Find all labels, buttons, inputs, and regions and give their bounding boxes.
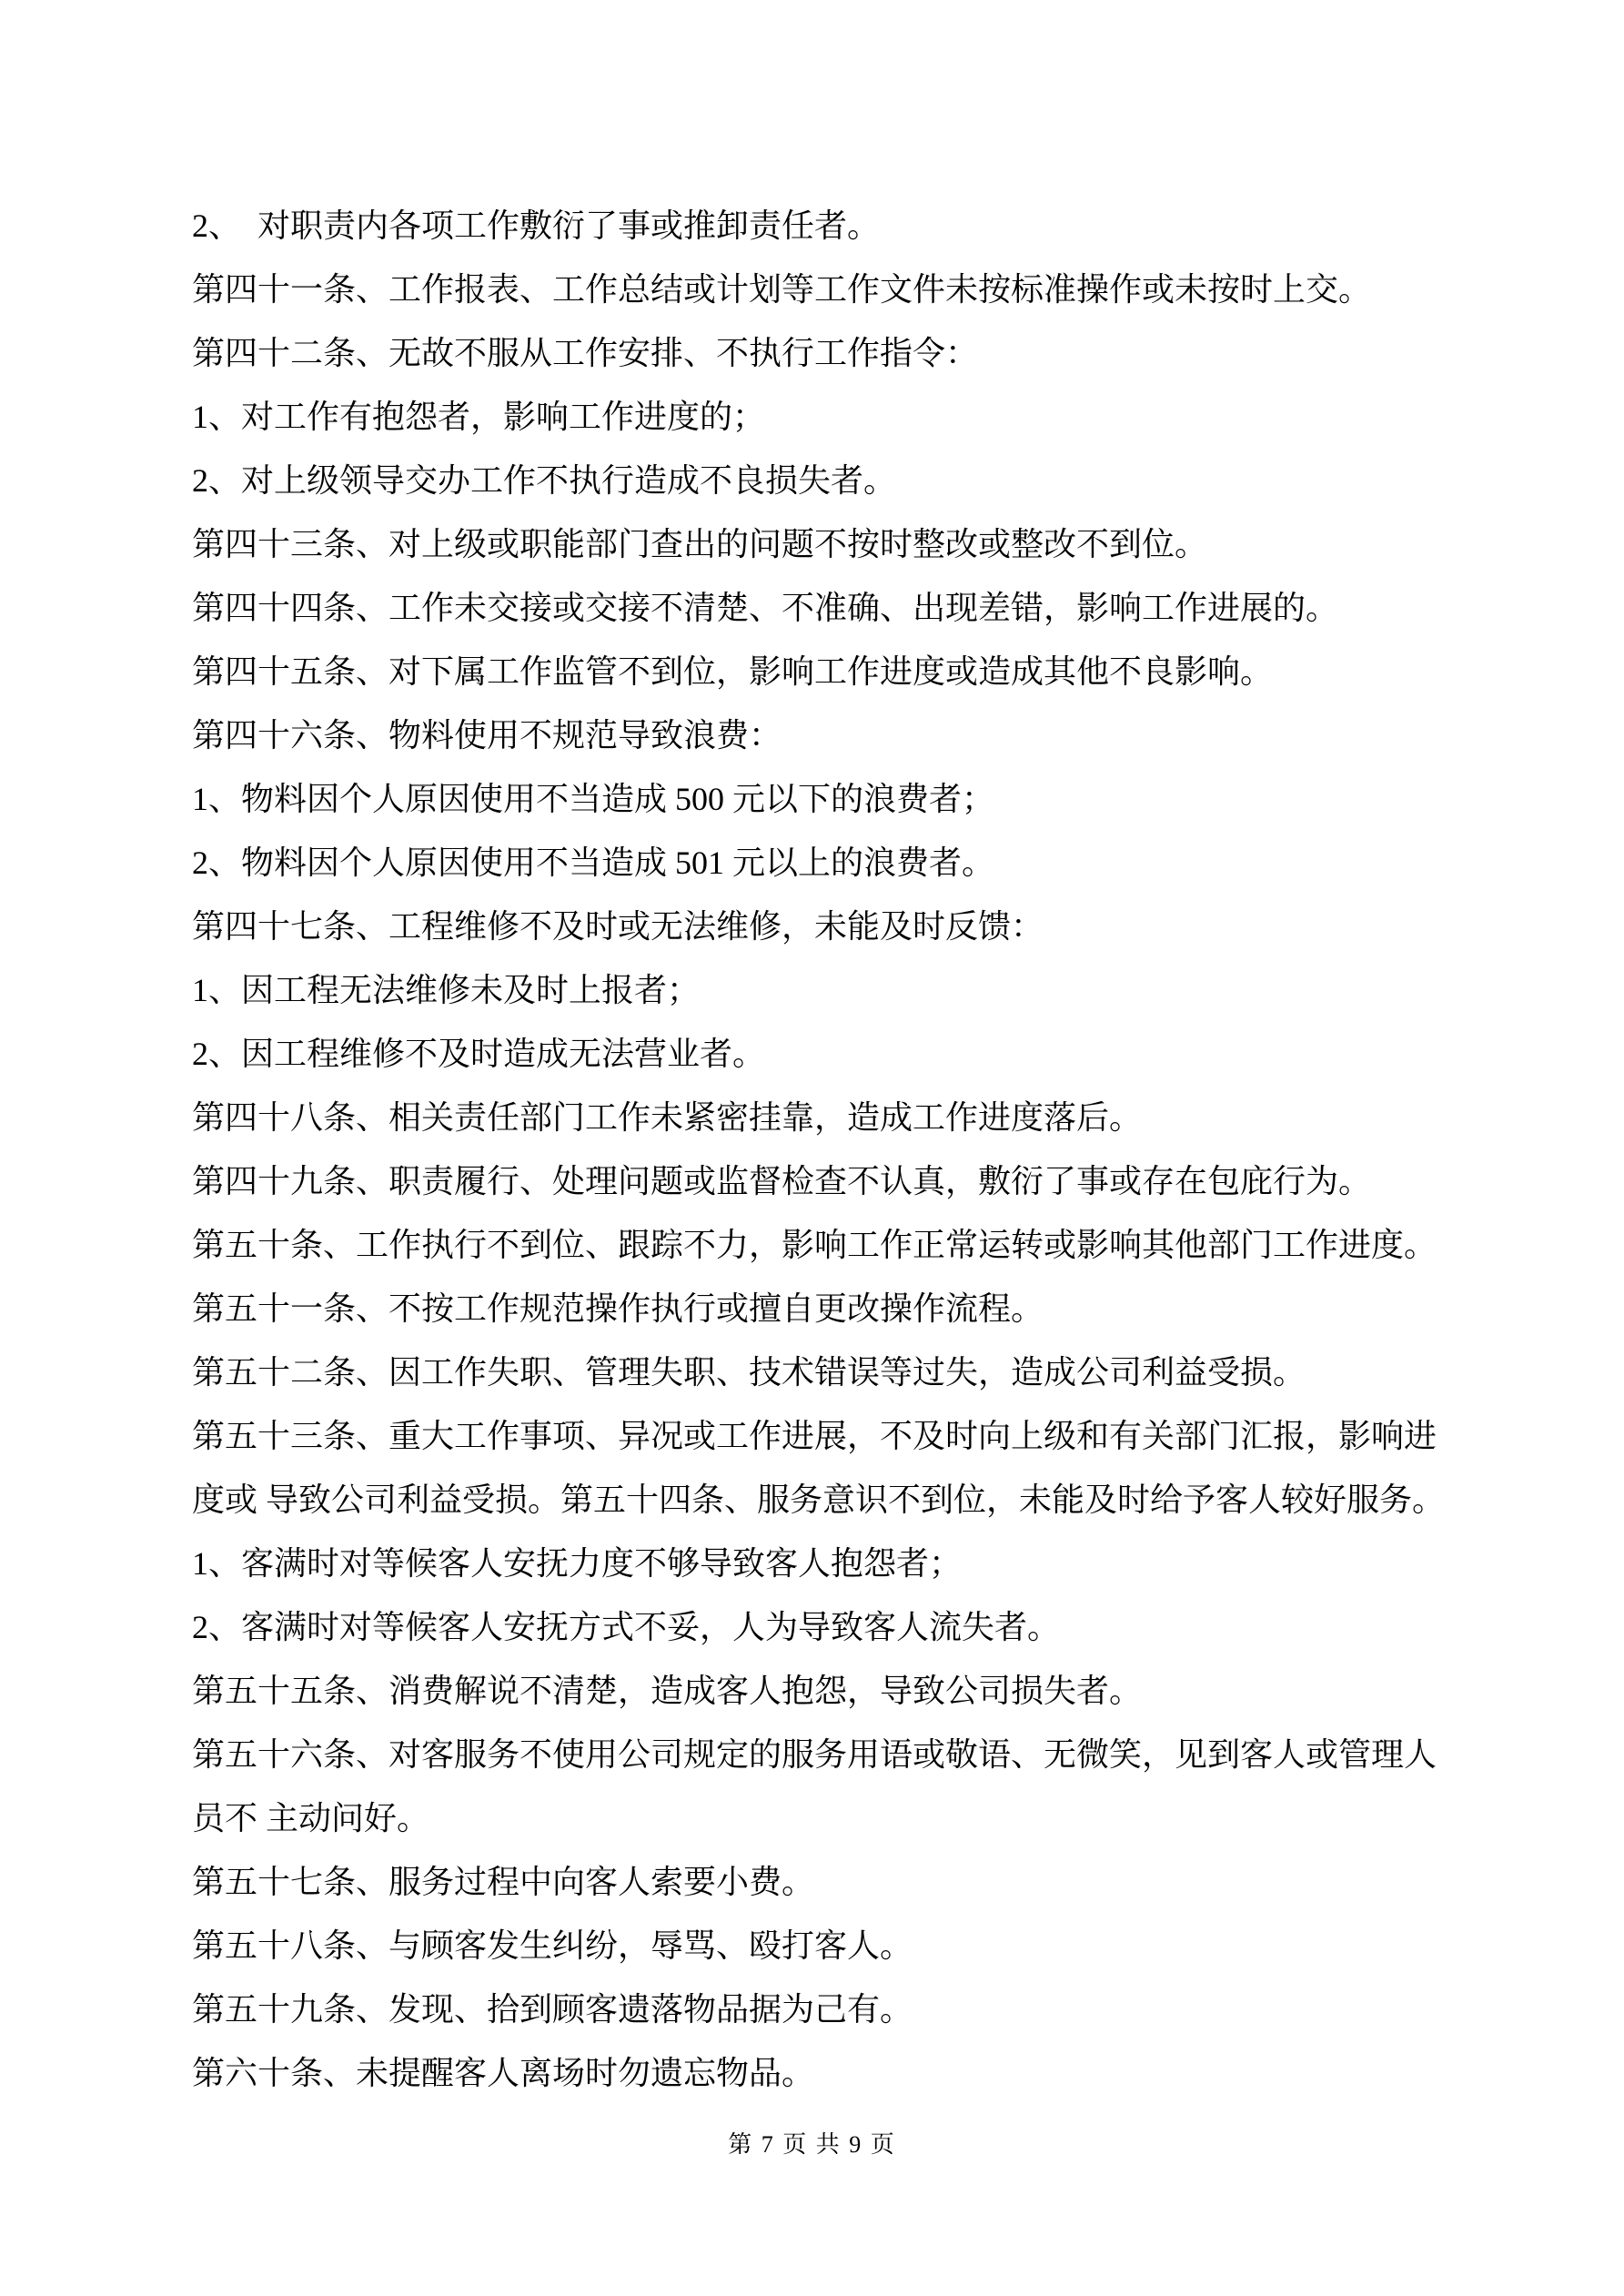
document-line: 第六十条、未提醒客人离场时勿遗忘物品。 xyxy=(192,2055,815,2091)
document-line: 2、因工程维修不及时造成无法营业者。 xyxy=(192,1036,766,1072)
document-line: 第四十九条、职责履行、处理问题或监督检查不认真，敷衍了事或存在包庇行为。 xyxy=(192,1163,1372,1199)
document-line: 1、对工作有抱怨者，影响工作进度的； xyxy=(192,399,766,435)
document-line: 第四十二条、无故不服从工作安排、不执行工作指令： xyxy=(192,335,979,371)
document-line: 1、因工程无法维修未及时上报者； xyxy=(192,972,701,1008)
document-line: 第五十九条、发现、拾到顾客遗落物品据为己有。 xyxy=(192,1991,913,2028)
document-line: 第五十八条、与顾客发生纠纷，辱骂、殴打客人。 xyxy=(192,1927,913,1964)
document-line: 第四十七条、工程维修不及时或无法维修，未能及时反馈： xyxy=(192,908,1044,945)
document-line: 2、物料因个人原因使用不当造成 501 元以上的浪费者。 xyxy=(192,845,995,881)
document-line: 第四十一条、工作报表、工作总结或计划等工作文件未按标准操作或未按时上交。 xyxy=(192,271,1372,308)
document-line: 第四十三条、对上级或职能部门查出的问题不按时整改或整改不到位。 xyxy=(192,526,1208,562)
document-line: 第四十六条、物料使用不规范导致浪费： xyxy=(192,717,782,754)
document-line: 第五十五条、消费解说不清楚，造成客人抱怨，导致公司损失者。 xyxy=(192,1673,1143,1709)
document-line: 度或 导致公司利益受损。第五十四条、服务意识不到位，未能及时给予客人较好服务。 xyxy=(192,1482,1446,1518)
document-line: 第五十条、工作执行不到位、跟踪不力，影响工作正常运转或影响其他部门工作进度。 xyxy=(192,1227,1437,1263)
document-line: 第五十一条、不按工作规范操作执行或擅自更改操作流程。 xyxy=(192,1290,1044,1327)
document-line: 1、客满时对等候客人安抚力度不够导致客人抱怨者； xyxy=(192,1545,963,1582)
document-line: 第五十六条、对客服务不使用公司规定的服务用语或敬语、无微笑，见到客人或管理人 xyxy=(192,1736,1437,1773)
page-number-footer: 第 7 页 共 9 页 xyxy=(728,2131,896,2158)
document-line: 2、客满时对等候客人安抚方式不妥，人为导致客人流失者。 xyxy=(192,1609,1061,1645)
document-line: 第四十四条、工作未交接或交接不清楚、不准确、出现差错，影响工作进展的。 xyxy=(192,590,1339,626)
document-line: 1、物料因个人原因使用不当造成 500 元以下的浪费者； xyxy=(192,781,995,817)
document-line: 员不 主动问好。 xyxy=(192,1800,430,1836)
document-line: 第四十五条、对下属工作监管不到位，影响工作进度或造成其他不良影响。 xyxy=(192,653,1274,690)
document-line: 第五十二条、因工作失职、管理失职、技术错误等过失，造成公司利益受损。 xyxy=(192,1354,1306,1391)
document-line: 第四十八条、相关责任部门工作未紧密挂靠，造成工作进度落后。 xyxy=(192,1099,1143,1136)
document-line: 2、对上级领导交办工作不执行造成不良损失者。 xyxy=(192,462,897,499)
document-line: 第五十七条、服务过程中向客人索要小费。 xyxy=(192,1864,815,1900)
document-line: 2、 对职责内各项工作敷衍了事或推卸责任者。 xyxy=(192,207,881,244)
document-line: 第五十三条、重大工作事项、异况或工作进展，不及时向上级和有关部门汇报，影响进 xyxy=(192,1418,1437,1454)
